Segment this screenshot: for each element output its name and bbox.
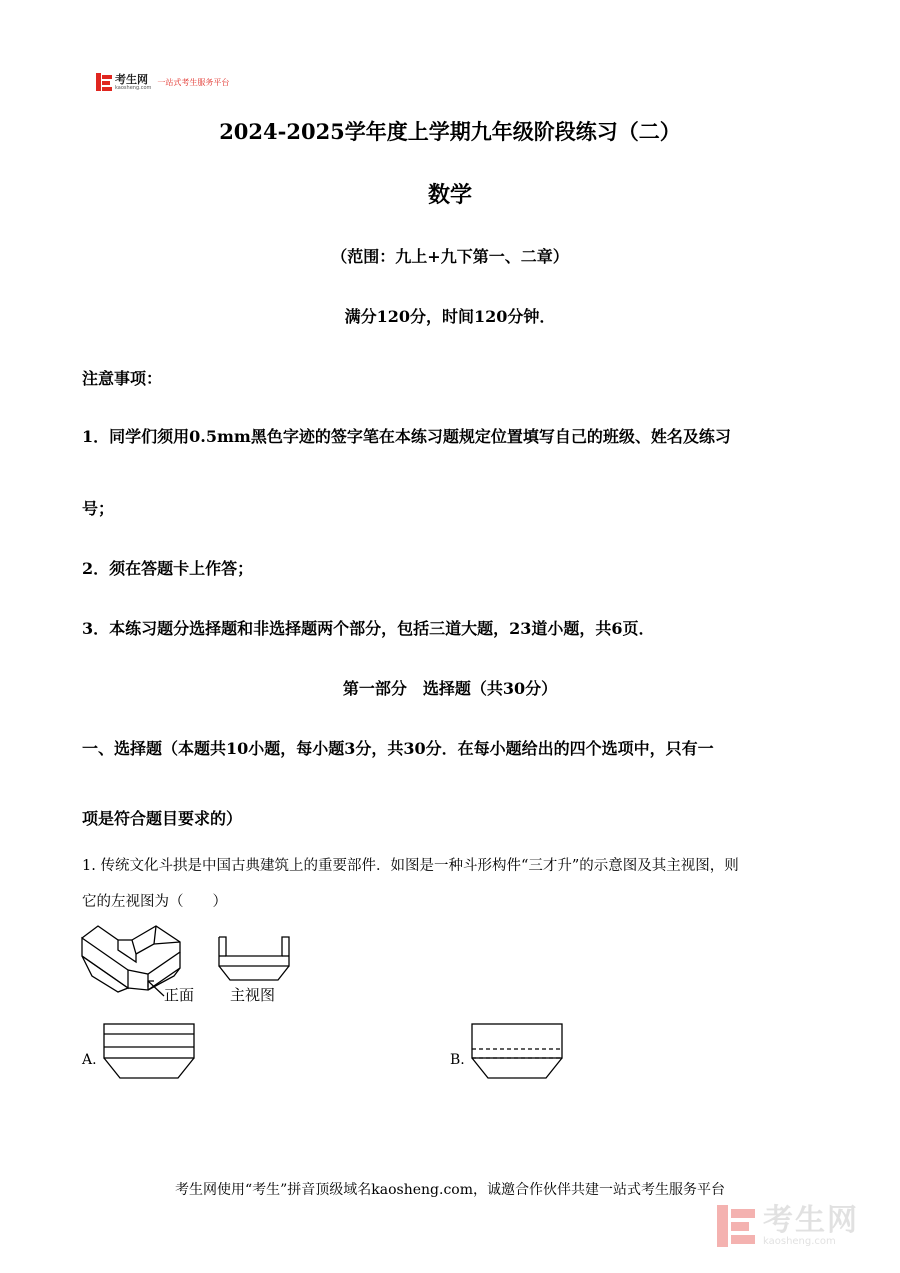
watermark-logo (717, 1205, 859, 1247)
notes-item-1: 1．同学们须用0.5mm黑色字迹的签字笔在本练习题规定位置填写自己的班级、姓名及练习 (82, 427, 731, 446)
main-view-figure (216, 934, 292, 984)
question-1-text-cont: 它的左视图为（ ） (82, 894, 227, 910)
logo-name: 考生网 (115, 72, 148, 86)
exam-title: 2024-2025学年度上学期九年级阶段练习（二） (219, 119, 681, 144)
notes-heading: 注意事项： (82, 369, 163, 388)
watermark-domain: kaosheng.com (763, 1235, 836, 1247)
watermark-name: 考生网 (763, 1203, 859, 1238)
front-label: 正面 (164, 986, 195, 1004)
exam-subject: 数学 (427, 182, 472, 208)
logo-slogan: 一站式考生服务平台 (157, 77, 230, 87)
logo-domain: kaosheng.com (115, 84, 152, 91)
part1-title: 第一部分 选择题（共30分） (342, 679, 558, 698)
option-a-figure[interactable] (102, 1022, 196, 1080)
notes-item-3: 3．本练习题分选择题和非选择题两个部分，包括三道大题，23道小题，共6页． (82, 619, 655, 638)
watermark-mark-icon (717, 1205, 757, 1247)
header-logo[interactable] (96, 72, 229, 92)
section-instructions-cont: 项是符合题目要求的） (82, 809, 243, 828)
exam-range: （范围：九上+九下第一、二章） (331, 247, 569, 266)
footer-text: 考生网使用“考生”拼音顶级域名kaosheng.com，诚邀合作伙伴共建一站式考生服务平台 (174, 1182, 726, 1198)
question-1-text: 1. 传统文化斗拱是中国古典建筑上的重要部件．如图是一种斗形构件“三才升”的示意图及其主视图，则 (82, 858, 739, 874)
option-b-figure[interactable] (470, 1022, 564, 1080)
notes-item-1-cont: 号； (82, 499, 115, 518)
notes-item-2: 2．须在答题卡上作答； (82, 559, 254, 578)
option-a-label[interactable]: A. (82, 1052, 97, 1068)
section-instructions: 一、选择题（本题共10小题，每小题3分，共30分．在每小题给出的四个选项中，只有一 (82, 739, 714, 758)
option-b-label[interactable]: B. (450, 1052, 465, 1068)
exam-score-time: 满分120分，时间120分钟． (344, 307, 556, 326)
logo-mark-icon (96, 73, 112, 91)
main-view-label: 主视图 (230, 986, 276, 1004)
